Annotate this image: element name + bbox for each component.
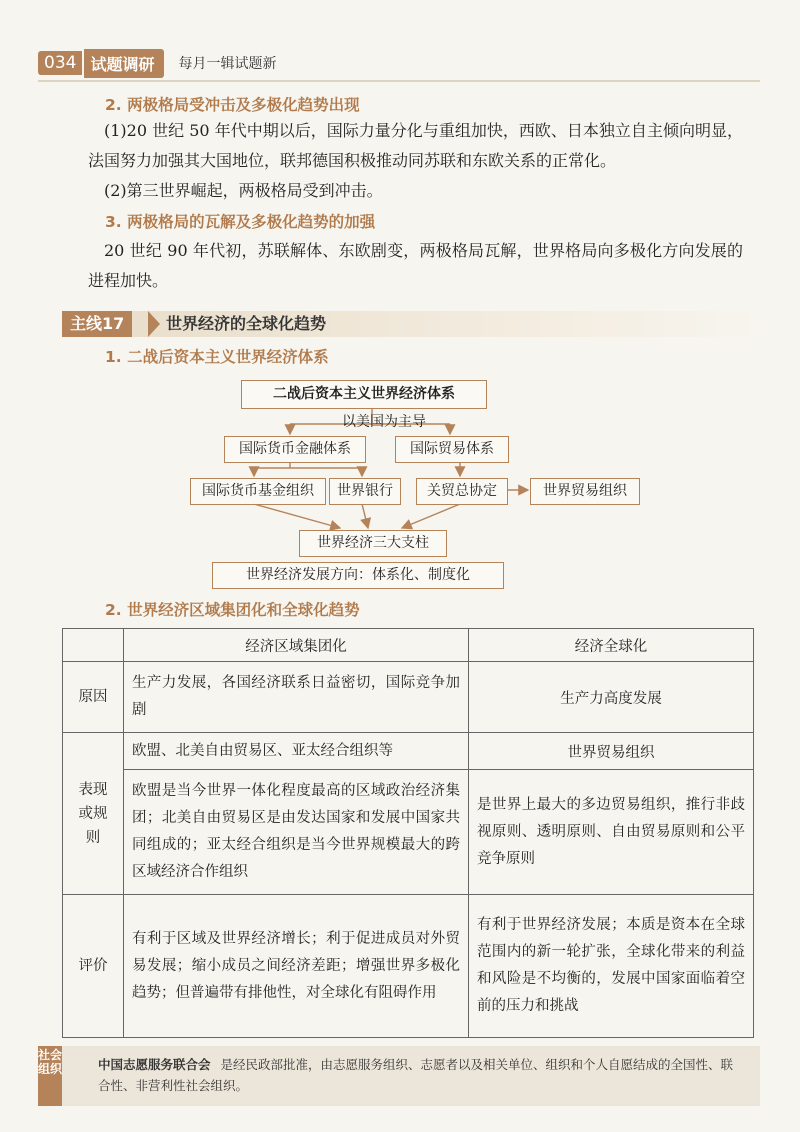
diagram-arrow xyxy=(254,504,340,528)
diagram-top-box: 二战后资本主义世界经济体系 xyxy=(241,380,487,409)
table-header-col1: 经济区域集团化 xyxy=(124,629,469,662)
section-title: 试题调研 xyxy=(84,49,164,78)
diagram-arrow xyxy=(402,504,460,528)
table-corner-cell xyxy=(63,629,124,662)
mainline-tag: 主线17 xyxy=(62,311,132,337)
part3-para: 20 世纪 90 年代初，苏联解体、东欧剧变，两极格局瓦解，世界格局向多极化方向发展的进程加快。 xyxy=(88,241,743,290)
sub1-heading: 1. 二战后资本主义世界经济体系 xyxy=(105,348,329,366)
footer-text-block xyxy=(98,1054,738,1096)
part2-heading: 2. 两极格局受冲击及多极化趋势出现 xyxy=(105,96,360,114)
table-row xyxy=(63,662,754,733)
row-label-reason: 原因 xyxy=(63,662,124,733)
row-label-show xyxy=(63,733,124,895)
reason-global: 生产力高度发展 xyxy=(469,662,754,733)
diagram-finance-box: 国际货币金融体系 xyxy=(224,436,366,463)
diagram-arrow xyxy=(362,504,368,528)
diagram-imf-box: 国际货币基金组织 xyxy=(190,478,326,505)
reason-regional: 生产力发展，各国经济联系日益密切，国际竞争加剧 xyxy=(124,662,469,733)
footer-side-tag: 社会组织 xyxy=(38,1046,62,1106)
table-header-row xyxy=(63,629,754,662)
table-row xyxy=(63,733,754,770)
table-header-col2: 经济全球化 xyxy=(469,629,754,662)
show-regional-examples: 欧盟、北美自由贸易区、亚太经合组织等 xyxy=(124,733,469,770)
diagram-lead-label: 以美国为主导 xyxy=(342,414,426,430)
show-regional-detail: 欧盟是当今世界一体化程度最高的区域政治经济集团；北美自由贸易区是由发达国家和发展中国家共同组成的；亚太经合组织是当今世界规模最大的跨区域经济合作组织 xyxy=(124,770,469,895)
diagram-gatt-box: 关贸总协定 xyxy=(416,478,508,505)
part2-para2: (2)第三世界崛起，两极格局受到冲击。 xyxy=(104,181,383,200)
diagram-wto-box: 世界贸易组织 xyxy=(530,478,640,505)
sub2-heading: 2. 世界经济区域集团化和全球化趋势 xyxy=(105,601,360,619)
footer-org-name: 中国志愿服务联合会 xyxy=(98,1057,211,1072)
footer-description: 是经民政部批准，由志愿服务组织、志愿者以及相关单位、组织和个人自愿结成的全国性、联合性、非营利性社会组织。 xyxy=(98,1057,734,1093)
eval-regional: 有利于区域及世界经济增长；利于促进成员对外贸易发展；缩小成员之间经济差距；增强世界多极化趋势；但普遍带有排他性，对全球化有阻碍作用 xyxy=(124,895,469,1038)
footer-note xyxy=(38,1046,760,1106)
table-row xyxy=(63,770,754,895)
row-label-show-text: 表现或规则 xyxy=(78,781,108,846)
comparison-table xyxy=(62,628,754,1038)
diagram-worldbank-box: 世界银行 xyxy=(329,478,401,505)
diagram-pillars-box: 世界经济三大支柱 xyxy=(299,530,447,557)
show-global-example: 世界贸易组织 xyxy=(469,733,754,770)
part3-heading: 3. 两极格局的瓦解及多极化趋势的加强 xyxy=(105,213,376,231)
mainline-title: 世界经济的全球化趋势 xyxy=(166,314,327,333)
page-number: 034 xyxy=(38,51,82,75)
show-global-detail: 是世界上最大的多边贸易组织，推行非歧视原则、透明原则、自由贸易原则和公平竞争原则 xyxy=(469,770,754,895)
table-row xyxy=(63,895,754,1038)
header-subtitle: 每月一辑试题新 xyxy=(178,56,277,72)
diagram-trade-box: 国际贸易体系 xyxy=(395,436,509,463)
part2-para1: (1)20 世纪 50 年代中期以后，国际力量分化与重组加快，西欧、日本独立自主倾向明显，法国努力加强其大国地位，联邦德国积极推动同苏联和东欧关系的正常化。 xyxy=(88,121,743,170)
diagram-direction-box: 世界经济发展方向：体系化、制度化 xyxy=(212,562,504,589)
row-label-eval: 评价 xyxy=(63,895,124,1038)
eval-global: 有利于世界经济发展；本质是资本在全球范围内的新一轮扩张，全球化带来的利益和风险是不均衡的，发展中国家面临着空前的压力和挑战 xyxy=(469,895,754,1038)
